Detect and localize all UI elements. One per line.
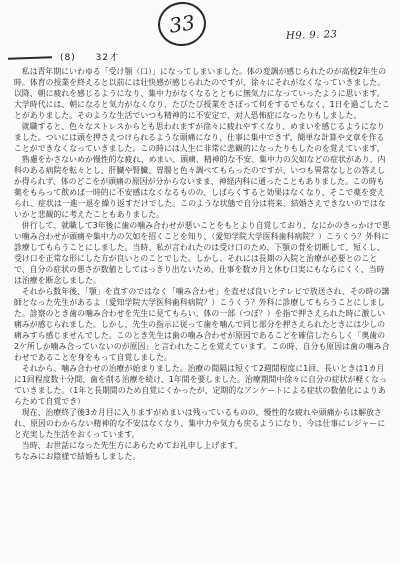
circled-number-text: 33	[167, 10, 197, 38]
handwritten-date: H9. 9. 23	[285, 29, 338, 42]
age-label: 32才	[95, 53, 120, 63]
paragraph: それから、噛み合わせの治療が始まりました。治療の間隔は短くて2週間程度に1回、長いときは1カ月に1回程度数十分間、歯を削る治療を続け、1年間を要しました。治療期間中徐々に自分の症状が軽くなっていきました。（1年と長期間のため自覚にくかったが、定期的なアンケートによる症状の数値化によりあらためて自覚でき）	[14, 364, 388, 406]
document-header	[60, 50, 135, 63]
closing-line: ちなみにお陰様で結婚もしました。	[14, 452, 141, 461]
paragraph: 併行して、就職して3年後に歯の噛み合わせが悪いことをもとより自覚しており、なにかのきっかけで悪い噛み合わせが頭痛や集中力の欠如を招くことを知り、（愛知学院大学医科歯科病院？）こうくう？外科に診療してもらうことにしました。当時、私が言われたのは受け口のため、下顎の骨を切断して、短くし、受け口を正常な形にした方が良いとのことでした。しかし、それには長期の入院と治療が必要とのことで、自分の症状の悪さが数値としてはっきり出ないため、仕事を数カ月と休む口実にもならにくく、当時は治療を断念しました。	[14, 221, 390, 285]
paragraph: それから数年後、「顎」を直すのではなく「噛み合わせ」を直せば良いとテレビで放送され、その時の講師となった先生があるよ（愛知学院大学医科歯科病院？）こうくう？外科に診療してもらうことにしました。診察のとき歯の噛み合わせを先生に見てもらい、体の一部（つぼ？）を指で押さえられた時に激しい痛みが感じられました。しかし、先生の指示に従って歯を噛んで同じ部分を押さえられたときには少しの痛みすら感じませんでした。このとき先生は歯の噛み合わせが原因であることを確信したらしく「奥歯の2ケ所しか噛み合っていないのが原因」と言われたことを覚えています。この時、自分も原因は歯の噛み合わせであることを身をもって自覚しました。	[14, 287, 390, 362]
paragraph: 熟慮をかさないめか慢性的な疲れ、めまい、頭痛、精神的な不安、集中力の欠如などの症状があり、内科のある病院を転々とし、肝臓や腎臓、胃腸と色々調べてもらったのですが、いつも異常なしとの答えしか得られず、体のどこをが頭痛の原因が分からないまま、神経内科に通ったこともありました。この時も薬をもらって飲めば一時的に不安感はなくなるものの、しばらくすると効果はなくなり、そこで薬を変えられ、症状は一進一退を繰り返すだけでした。このような状態で自分は将来、結婚さえできないのではないかと悲観的に考えたこともありました。	[14, 155, 386, 219]
handwritten-underline	[8, 56, 52, 60]
paragraph: 私は青年期にいわゆる「受け顎（口）」になってしまいました。体の変調が感じられたのが高校2年生の時。体育の授業を終えると以前には壮快感が感じられたのですが、徐々にそれがなくなっていきました。以降、朝に疲れを感じるようになり、集中力がなくなるとともに無気力になっていったように思います。大学時代には、朝になると気力がなくなり、たびたび授業をさぼって何をするでもなく、1日を過ごしたことがありました。そのような生活でいつも精神的に不安定で、対人恐怖症になったりもしました。	[14, 67, 390, 120]
body-text	[14, 66, 390, 462]
paragraph: 現在、治療終了後3カ月目に入りますがめまいは残っているものの、慢性的な疲れや頭痛からは解放され、原因のわからない精神的な不安はなくなり、集中力や気力も戻るようになり、今は仕事にレジャーにと充実した生活をおくっています。	[14, 408, 386, 439]
circled-number	[155, 0, 209, 49]
item-number: (8)	[60, 53, 76, 63]
paragraph: 当時、お世話になった先生方にあらためてお礼申し上げます。	[21, 441, 243, 450]
paragraph: 就職すると、色々なストレスからとも思われますが徐々に疲れやすくなり、めまいを感じるようになりました。ついには頭を押さえつけられるような頭痛になり、仕事に集中できず、簡単な計算や文章を作ることができなくなっていきました。この時には人生に非常に悲観的になったりもしたのを覚えています。	[14, 122, 385, 153]
